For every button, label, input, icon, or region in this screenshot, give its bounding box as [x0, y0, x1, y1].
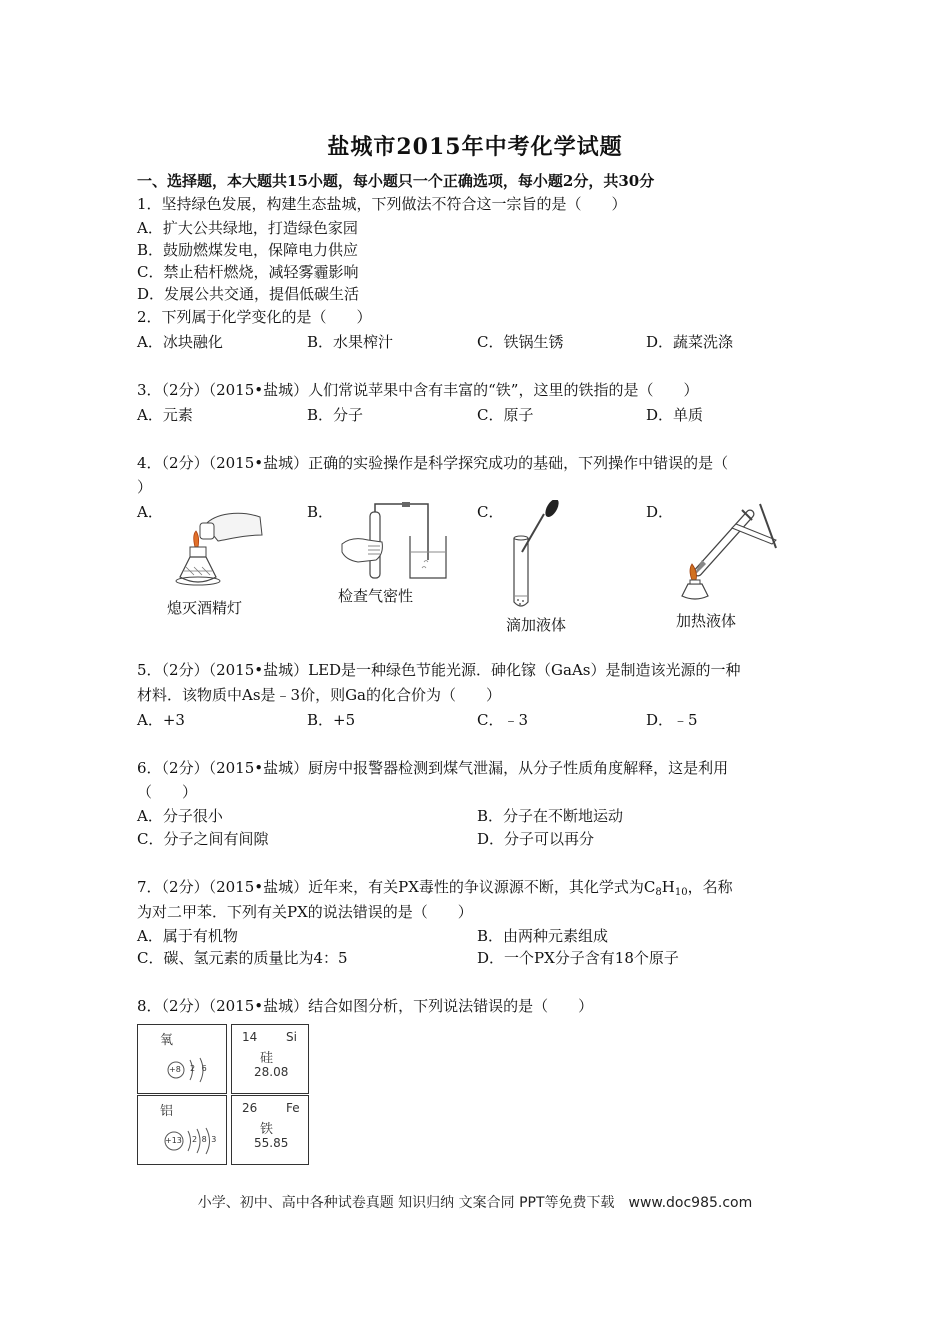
question-stem-cont: 为对二甲苯．下列有关PX的说法错误的是（ ）	[137, 903, 473, 921]
stem-text: 7．（2分）（2015•盐城）近年来，有关PX毒性的争议源源不断，其化学式为C	[137, 878, 656, 896]
question-stem-cont: 材料．该物质中As是﹣3价，则Ga的化合价为（ ）	[137, 686, 502, 704]
option-d: D．发展公共交通，提倡低碳生活	[137, 285, 360, 303]
option-b: B．	[307, 503, 334, 521]
aluminum-nucleus: +13	[165, 1136, 182, 1145]
option-a: A．属于有机物	[137, 927, 238, 945]
option-c: C．原子	[477, 406, 534, 424]
aluminum-name: 铝	[160, 1104, 174, 1119]
option-d: D．单质	[646, 406, 704, 424]
silicon-element-cell	[231, 1024, 309, 1094]
option-c: C．分子之间有间隙	[137, 830, 269, 848]
question-stem: 6．（2分）（2015•盐城）厨房中报警器检测到煤气泄漏，从分子性质角度解释，这是利用	[137, 759, 729, 777]
option-a: A．元素	[137, 406, 193, 424]
stem-text-post: ，名称	[687, 878, 733, 896]
option-c: C．﹣3	[477, 711, 529, 729]
option-d: D．一个PX分子含有18个原子	[477, 949, 679, 967]
footer-text: 小学、初中、高中各种试卷真题 知识归纳 文案合同 PPT等免费下载 www.doc985.com	[197, 1195, 753, 1211]
subscript-8: 8	[655, 887, 662, 898]
question-stem-cont: ）	[137, 478, 153, 496]
option-d: D．蔬菜洗涤	[646, 333, 734, 351]
aluminum-structure-box	[137, 1095, 227, 1165]
fe-mass: 55.85	[254, 1136, 289, 1150]
fe-name: 铁	[260, 1122, 274, 1137]
option-b: B．水果榨汁	[307, 333, 394, 351]
option-b: B．由两种元素组成	[477, 927, 609, 945]
option-b: B．+5	[307, 711, 356, 729]
caption-d: 加热液体	[676, 612, 737, 630]
caption-b: 检查气密性	[338, 587, 414, 605]
oxygen-shells: 2 6	[190, 1064, 209, 1073]
option-b: B．分子在不断地运动	[477, 807, 624, 825]
option-c: C．铁锅生锈	[477, 333, 564, 351]
question-stem: 2．下列属于化学变化的是（ ）	[137, 308, 372, 326]
section-heading: 一、选择题，本大题共15小题，每小题只一个正确选项，每小题2分，共30分	[137, 172, 655, 190]
question-stem: 5．（2分）（2015•盐城）LED是一种绿色节能光源．砷化镓（GaAs）是制造该光源的一种	[137, 661, 741, 679]
heating-liquid-illustration	[672, 500, 787, 605]
option-c: C．	[477, 503, 504, 521]
iron-element-cell	[231, 1095, 309, 1165]
airtightness-check-illustration	[338, 500, 458, 585]
caption-a: 熄灭酒精灯	[167, 599, 243, 617]
si-number: 14	[242, 1030, 258, 1044]
option-a: A．+3	[137, 711, 185, 729]
option-d: D．﹣5	[646, 711, 698, 729]
option-d: D．分子可以再分	[477, 830, 595, 848]
question-stem: 4．（2分）（2015•盐城）正确的实验操作是科学探究成功的基础，下列操作中错误的是（	[137, 454, 729, 472]
question-stem-cont: （ ）	[137, 783, 198, 801]
option-c: C．禁止秸杆燃烧，减轻雾霾影响	[137, 263, 359, 281]
si-symbol: Si	[286, 1030, 297, 1044]
question-stem: 8．（2分）（2015•盐城）结合如图分析，下列说法错误的是（ ）	[137, 997, 594, 1015]
caption-c: 滴加液体	[506, 616, 567, 634]
oxygen-name: 氧	[160, 1033, 174, 1048]
stem-h: H	[661, 878, 675, 896]
aluminum-shells: 2 8 3	[192, 1135, 218, 1144]
option-a: A．扩大公共绿地，打造绿色家园	[137, 219, 358, 237]
subscript-10: 10	[674, 887, 688, 898]
question-stem: 1．坚持绿色发展，构建生态盐城，下列做法不符合这一宗旨的是（ ）	[137, 195, 627, 213]
si-mass: 28.08	[254, 1065, 289, 1079]
fe-symbol: Fe	[286, 1101, 300, 1115]
alcohol-lamp-illustration	[160, 505, 270, 600]
page-title: 盐城市2015年中考化学试题	[327, 134, 623, 160]
question-stem: 3．（2分）（2015•盐城）人们常说苹果中含有丰富的“铁”，这里的铁指的是（ ）	[137, 381, 699, 399]
dropping-liquid-illustration	[500, 500, 590, 615]
fe-number: 26	[242, 1101, 258, 1115]
option-b: B．分子	[307, 406, 364, 424]
oxygen-structure-box	[137, 1024, 227, 1094]
si-name: 硅	[260, 1051, 274, 1066]
oxygen-nucleus: +8	[169, 1065, 181, 1074]
option-a: A．	[137, 503, 163, 521]
question-stem	[137, 877, 733, 897]
option-d: D．	[646, 503, 674, 521]
option-c: C．碳、氢元素的质量比为4：5	[137, 949, 348, 967]
option-b: B．鼓励燃煤发电，保障电力供应	[137, 241, 359, 259]
option-a: A．分子很小	[137, 807, 223, 825]
option-a: A．冰块融化	[137, 333, 223, 351]
